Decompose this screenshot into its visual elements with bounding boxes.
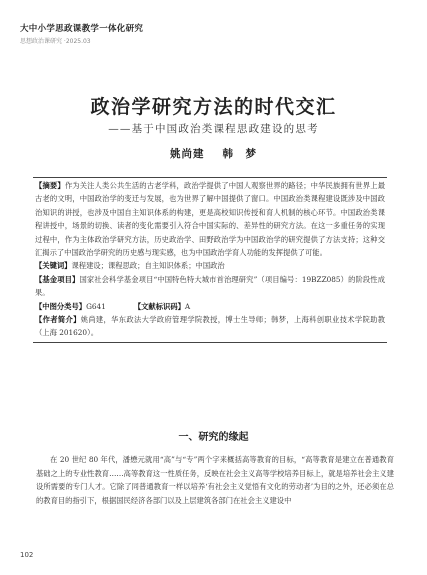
article-subtitle: ——基于中国政治类课程思政建设的思考: [108, 123, 319, 135]
article-title: 政治学研究方法的时代交汇: [90, 96, 337, 118]
journal-subtitle: 思想政治课研究 ·2025.03: [20, 38, 91, 45]
keywords: [33, 259, 387, 272]
doc-code-label: 【文献标识码】: [133, 301, 185, 311]
author-info-label: 【作者简介】: [35, 315, 81, 325]
fund-label: 【基金项目】: [35, 274, 80, 284]
section-heading: 一、研究的缘起: [178, 432, 249, 443]
page-number: 102: [20, 551, 34, 559]
keywords-text: 课程建设；课程思政；自主知识体系；中国政治: [71, 261, 225, 271]
clc-value: G641: [86, 301, 106, 311]
body-paragraph: 在 20 世纪 80 年代，潘懋元就用“高”与“专”两个字来概括高等教育的目标，“高等教育是建立在普通教育基础之上的专业性教育……高等教育这一性质任务，反映在社会主义高等学校培养目标上，就是培养社会主义建设所需要的专门人才。它除了同普通教育一样以培养‘有社会主义觉悟有文化的劳动者’为目的之外，还必须在总的教育目的指引下，根据国民经济各部门以及上层建筑各部门在社会主义建设中: [36, 455, 394, 505]
authors: [0, 146, 427, 161]
clc-label: 【中图分类号】: [35, 301, 87, 311]
classification-row: [33, 300, 387, 313]
fund-text: 国家社会科学基金项目“中国特色特大城市首治理研究”（项目编号：19BZZ085）的阶段性成果。: [35, 274, 385, 298]
abstract-label: 【摘要】: [35, 181, 65, 190]
abstract: [33, 179, 387, 259]
author-name: 韩 梦: [222, 148, 257, 160]
author-name: 姚尚建: [170, 148, 205, 160]
abstract-box: [33, 177, 387, 343]
abstract-text: 作为关注人类公共生活的古老学科，政治学提供了中国人观察世界的路径；中华民族拥有世界上最古老的文明，中国政治学的变迁与发展，也为世界了解中国提供了窗口。中国政治类课程建设既涉及中国政治知识的讲授，也涉及中国自主知识体系的构建，更是高校知识传授和育人机制的核心环节。中国政治类课程讲授中，场景的切换、读者的变化需要引入符合中国实际的、差异性的研究方法。在这一多重任务的实现过程中，作为主体政治学研究方法，历史政治学、田野政治学为中国政治学的研究提供了方法支持；这种交汇揭示了中国政治学研究的历史感与现实感，也为中国政治学育人功能的发挥提供了可能。: [35, 181, 386, 258]
running-header: [20, 22, 143, 45]
divider: [33, 342, 387, 343]
doc-code-value: A: [184, 301, 191, 311]
fund: [33, 273, 387, 300]
divider: [33, 177, 387, 178]
author-info: [33, 313, 387, 340]
keywords-label: 【关键词】: [35, 261, 72, 271]
author-info-text: 姚尚建，华东政法大学政府管理学院教授，博士生导师；韩梦，上海科创职业技术学院助教（上海 201620）。: [35, 315, 386, 338]
journal-title: 大中小学思政课教学一体化研究: [20, 24, 144, 34]
